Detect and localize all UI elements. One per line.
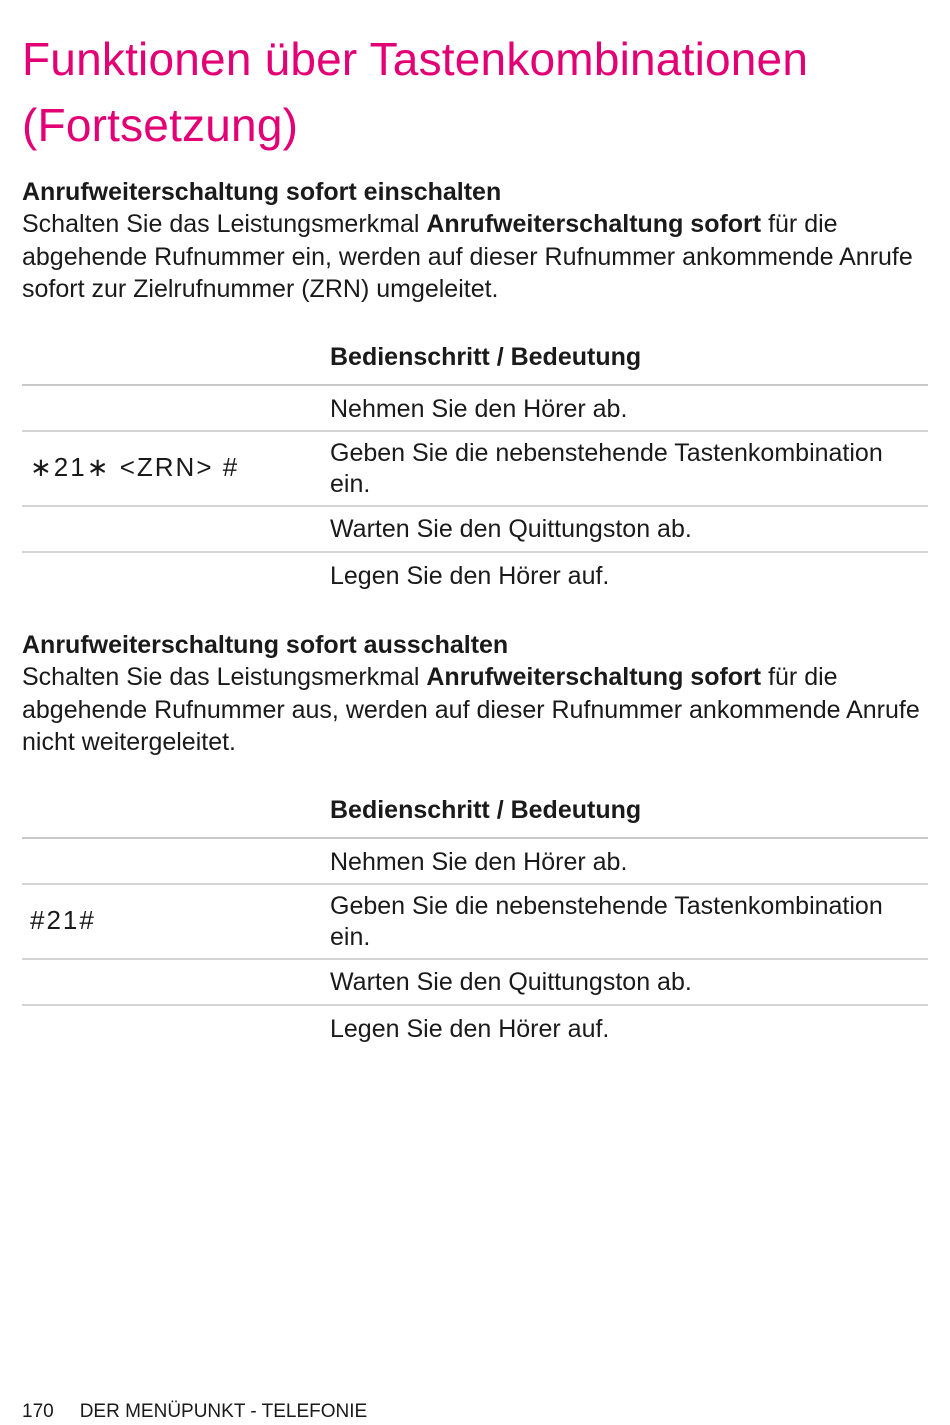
step-description: Warten Sie den Quittungston ab. bbox=[330, 968, 692, 996]
table-header bbox=[22, 338, 928, 386]
page-title bbox=[22, 26, 922, 158]
section-heading: Anrufweiterschaltung sofort einschalten bbox=[22, 178, 502, 206]
section-heading: Anrufweiterschaltung sofort ausschalten bbox=[22, 631, 509, 659]
chapter-title: DER MENÜPUNKT - TELEFONIE bbox=[79, 1401, 368, 1422]
page-footer bbox=[22, 1400, 367, 1424]
table-row bbox=[22, 553, 928, 599]
section-description bbox=[22, 208, 928, 306]
step-description: Warten Sie den Quittungston ab. bbox=[330, 515, 692, 543]
table-row bbox=[22, 432, 928, 507]
step-description: Nehmen Sie den Hörer ab. bbox=[330, 395, 628, 423]
key-combination: ∗21∗ <ZRN> # bbox=[30, 452, 240, 482]
steps-table-forwarding-on bbox=[22, 338, 928, 599]
table-row bbox=[22, 885, 928, 960]
description-text: Schalten Sie das Leistungsmerkmal bbox=[22, 210, 427, 238]
section-description bbox=[22, 661, 928, 759]
feature-name: Anrufweiterschaltung sofort bbox=[426, 663, 762, 691]
page-title-line-1: Funktionen über Tastenkombinationen bbox=[22, 33, 809, 85]
table-row bbox=[22, 386, 928, 432]
table-row bbox=[22, 1006, 928, 1052]
section-forwarding-on bbox=[22, 176, 928, 306]
steps-table-forwarding-off bbox=[22, 791, 928, 1052]
table-row bbox=[22, 507, 928, 553]
step-description: Geben Sie die nebenstehende Tastenkombination ein. bbox=[330, 439, 883, 498]
feature-name: Anrufweiterschaltung sofort bbox=[426, 210, 762, 238]
table-row bbox=[22, 839, 928, 885]
description-text: für die abgehende Rufnummer ein, werden auf dieser Rufnummer ankommende Anrufe sofort zur Zielrufnummer (ZRN) umgeleitet. bbox=[22, 210, 913, 303]
description-text: Schalten Sie das Leistungsmerkmal bbox=[22, 663, 427, 691]
page-number: 170 bbox=[22, 1401, 54, 1422]
table-header-label: Bedienschritt / Bedeutung bbox=[330, 343, 642, 371]
section-forwarding-off bbox=[22, 629, 928, 759]
step-description: Nehmen Sie den Hörer ab. bbox=[330, 848, 628, 876]
table-row bbox=[22, 960, 928, 1006]
table-header bbox=[22, 791, 928, 839]
table-header-label: Bedienschritt / Bedeutung bbox=[330, 796, 642, 824]
key-combination: #21# bbox=[30, 905, 96, 935]
step-description: Legen Sie den Hörer auf. bbox=[330, 562, 610, 590]
step-description: Geben Sie die nebenstehende Tastenkombination ein. bbox=[330, 892, 883, 951]
page-title-line-2: (Fortsetzung) bbox=[22, 99, 299, 151]
description-text: für die abgehende Rufnummer aus, werden auf dieser Rufnummer ankommende Anrufe nicht weitergeleitet. bbox=[22, 663, 920, 756]
step-description: Legen Sie den Hörer auf. bbox=[330, 1015, 610, 1043]
